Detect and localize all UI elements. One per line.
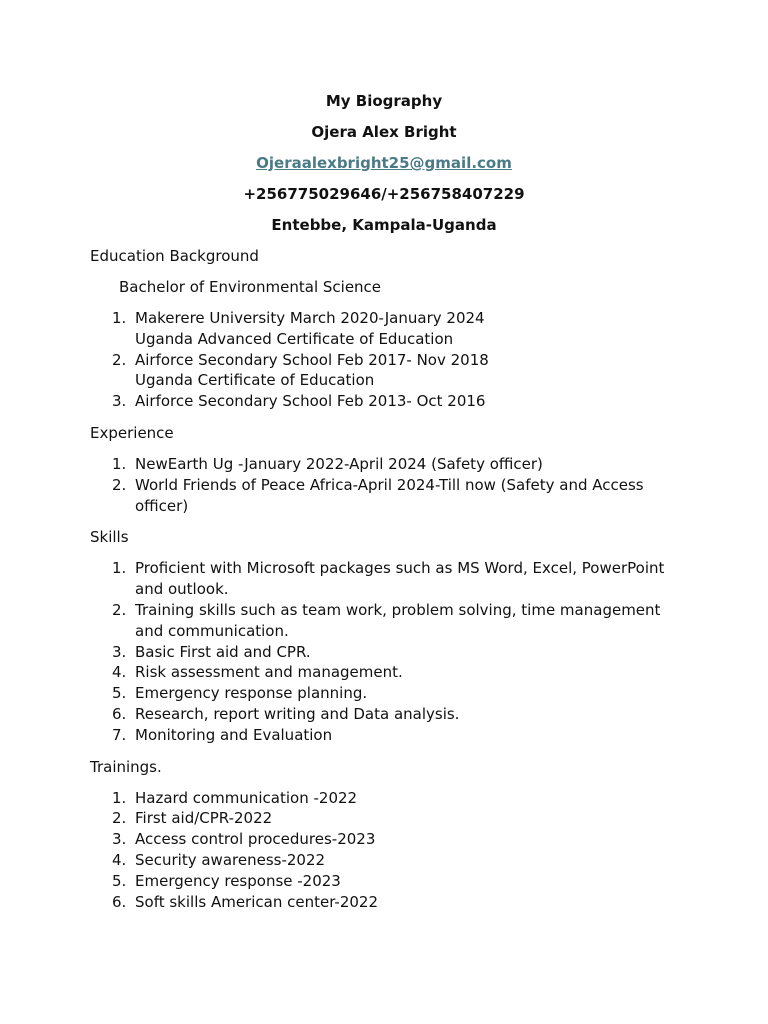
education-line: Airforce Secondary School Feb 2013- Oct 2016 xyxy=(135,392,486,411)
list-item xyxy=(90,350,690,392)
training-text: First aid/CPR-2022 xyxy=(135,809,273,828)
list-number: 3. xyxy=(112,392,127,411)
list-item xyxy=(90,850,690,871)
education-line: Airforce Secondary School Feb 2017- Nov 2018 xyxy=(135,350,489,369)
experience-heading: Experience xyxy=(90,423,174,442)
experience-text: World Friends of Peace Africa-April 2024-Till now (Safety and Access officer) xyxy=(135,475,644,515)
person-name: Ojera Alex Bright xyxy=(311,123,457,141)
list-item xyxy=(90,600,690,642)
training-text: Access control procedures-2023 xyxy=(135,830,376,849)
trainings-list xyxy=(90,788,690,913)
list-item xyxy=(90,558,690,600)
skill-text: Research, report writing and Data analysis. xyxy=(135,704,460,723)
list-number: 7. xyxy=(112,725,127,744)
list-number: 6. xyxy=(112,704,127,723)
list-item xyxy=(90,892,690,913)
list-item xyxy=(90,308,690,350)
email-line xyxy=(90,153,678,173)
skills-list xyxy=(90,558,690,745)
document-page xyxy=(90,91,690,923)
list-number: 4. xyxy=(112,850,127,869)
skill-text: Training skills such as team work, problem solving, time management and communication. xyxy=(135,600,661,640)
list-number: 1. xyxy=(112,454,127,473)
list-item xyxy=(90,871,690,892)
list-item xyxy=(90,662,690,683)
list-number: 1. xyxy=(112,309,127,327)
document-title: My Biography xyxy=(325,92,443,110)
skill-text: Risk assessment and management. xyxy=(135,663,403,682)
list-number: 1. xyxy=(112,559,127,578)
list-number: 5. xyxy=(112,871,127,890)
degree-line: Bachelor of Environmental Science xyxy=(119,278,382,296)
list-number: 2. xyxy=(112,809,127,828)
list-number: 2. xyxy=(112,350,127,369)
experience-list xyxy=(90,454,690,516)
list-item xyxy=(90,642,690,663)
list-number: 2. xyxy=(112,475,127,494)
list-number: 1. xyxy=(112,788,127,807)
list-item xyxy=(90,808,690,829)
list-item xyxy=(90,829,690,850)
training-text: Security awareness-2022 xyxy=(135,850,326,869)
list-item xyxy=(90,683,690,704)
skill-text: Monitoring and Evaluation xyxy=(135,725,333,744)
skill-text: Proficient with Microsoft packages such as MS Word, Excel, PowerPoint and outlook. xyxy=(135,559,665,599)
skills-heading: Skills xyxy=(90,528,129,547)
list-number: 4. xyxy=(112,663,127,682)
skill-text: Basic First aid and CPR. xyxy=(135,642,311,661)
list-item xyxy=(90,725,690,746)
trainings-heading: Trainings. xyxy=(90,757,162,776)
list-number: 2. xyxy=(112,600,127,619)
education-list xyxy=(90,308,690,412)
email-link[interactable]: Ojeraalexbright25@gmail.com xyxy=(256,154,512,172)
training-text: Hazard communication -2022 xyxy=(135,788,358,807)
list-number: 6. xyxy=(112,892,127,911)
education-heading: Education Background xyxy=(90,247,259,265)
list-number: 3. xyxy=(112,642,127,661)
list-number: 5. xyxy=(112,684,127,703)
list-item xyxy=(90,475,690,517)
training-text: Emergency response -2023 xyxy=(135,871,341,890)
list-number: 3. xyxy=(112,830,127,849)
training-text: Soft skills American center-2022 xyxy=(135,892,378,911)
skill-text: Emergency response planning. xyxy=(135,684,368,703)
list-item xyxy=(90,454,690,475)
list-item xyxy=(90,391,690,412)
education-line: Uganda Certificate of Education xyxy=(135,371,375,390)
education-line: Uganda Advanced Certificate of Education xyxy=(135,329,454,348)
education-line: Makerere University March 2020-January 2024 xyxy=(135,309,485,327)
location-line: Entebbe, Kampala-Uganda xyxy=(271,216,497,234)
experience-text: NewEarth Ug -January 2022-April 2024 (Safety officer) xyxy=(135,454,543,473)
list-item xyxy=(90,788,690,809)
list-item xyxy=(90,704,690,725)
phone-line: +256775029646/+256758407229 xyxy=(243,185,525,203)
